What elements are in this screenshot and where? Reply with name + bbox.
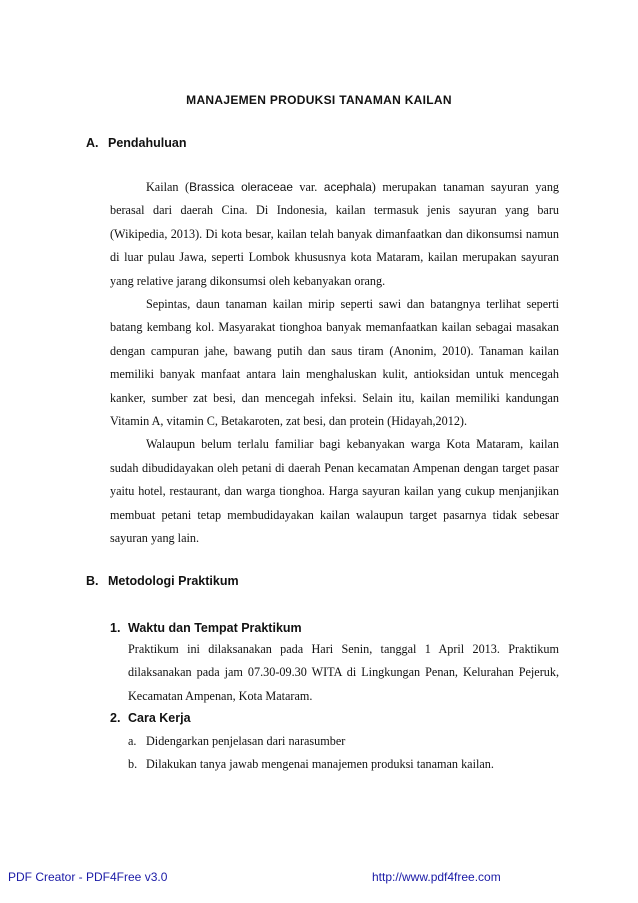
- section-a-body: [110, 176, 559, 551]
- list-item: b. Dilakukan tanya jawab mengenai manajemen produksi tanaman kailan.: [128, 757, 494, 772]
- paragraph-3: Walaupun belum terlalu familiar bagi kebanyakan warga Kota Mataram, kailan sudah dibudidayakan oleh petani di daerah Penan kecamatan Ampenan dengan target pasar yaitu hotel, restaurant, dan warga tionghoa. Harga sayuran kailan yang cukup menjanjikan membuat petani tetap membudidayakan kailan walaupun target pasarnya tidak sebesar sayuran yang lain.: [110, 437, 559, 546]
- scientific-variety: acephala: [323, 180, 372, 194]
- subsection-1-number: 1.: [110, 621, 121, 635]
- section-a-heading: [86, 136, 186, 150]
- subsection-1-title: Waktu dan Tempat Praktikum: [128, 621, 302, 635]
- subsection-1-text: Praktikum ini dilaksanakan pada Hari Senin, tanggal 1 April 2013. Praktikum dilaksanakan pada jam 07.30-09.30 WITA di Lingkungan Penan, Kelurahan Pejeruk, Kecamatan Ampenan, Kota Mataram.: [128, 642, 559, 703]
- pdf-creator-credit: PDF Creator - PDF4Free v3.0: [8, 870, 168, 884]
- subsection-1-heading: [110, 621, 302, 635]
- section-b-heading: [86, 574, 239, 588]
- pdf4free-link[interactable]: http://www.pdf4free.com: [372, 870, 501, 884]
- page-title: MANAJEMEN PRODUKSI TANAMAN KAILAN: [186, 93, 452, 107]
- section-b-title: Metodologi Praktikum: [108, 574, 239, 588]
- work-steps-list: [128, 730, 559, 777]
- section-b-mark: B.: [86, 574, 99, 588]
- paragraph-2: Sepintas, daun tanaman kailan mirip seperti sawi dan batangnya terlihat seperti batang kembang kol. Masyarakat tionghoa banyak memanfaatkan kailan sebagai masakan dengan campuran jahe, bawang putih dan saus tiram (Anonim, 2010). Tanaman kailan memiliki banyak manfaat antara lain menghaluskan kulit, antioksidan untuk mencegah kanker, sumber zat besi, dan mencegah infeksi. Selain itu, kailan memiliki kandungan Vitamin A, vitamin C, Betakaroten, zat besi, dan protein (Hidayah,2012).: [110, 297, 559, 429]
- list-item: a. Didengarkan penjelasan dari narasumber: [128, 734, 346, 748]
- subsection-2-title: Cara Kerja: [128, 711, 191, 725]
- section-a-title: Pendahuluan: [108, 136, 187, 150]
- subsection-2-number: 2.: [110, 711, 121, 725]
- subsection-2-heading: [110, 711, 191, 725]
- section-a-mark: A.: [86, 136, 99, 150]
- scientific-name: Brassica oleraceae: [189, 180, 293, 194]
- subsection-1-body: [128, 638, 559, 708]
- paragraph-1: Kailan (Brassica oleraceae var. acephala) merupakan tanaman sayuran yang berasal dari daerah Cina. Di Indonesia, kailan termasuk jenis sayuran yang baru (Wikipedia, 2013). Di kota besar, kailan telah banyak dimanfaatkan dan dikonsumsi namun di luar pulau Jawa, seperti Lombok khususnya kota Mataram, kailan merupakan sayuran yang relative jarang dikonsumsi oleh kebanyakan orang.: [110, 180, 560, 288]
